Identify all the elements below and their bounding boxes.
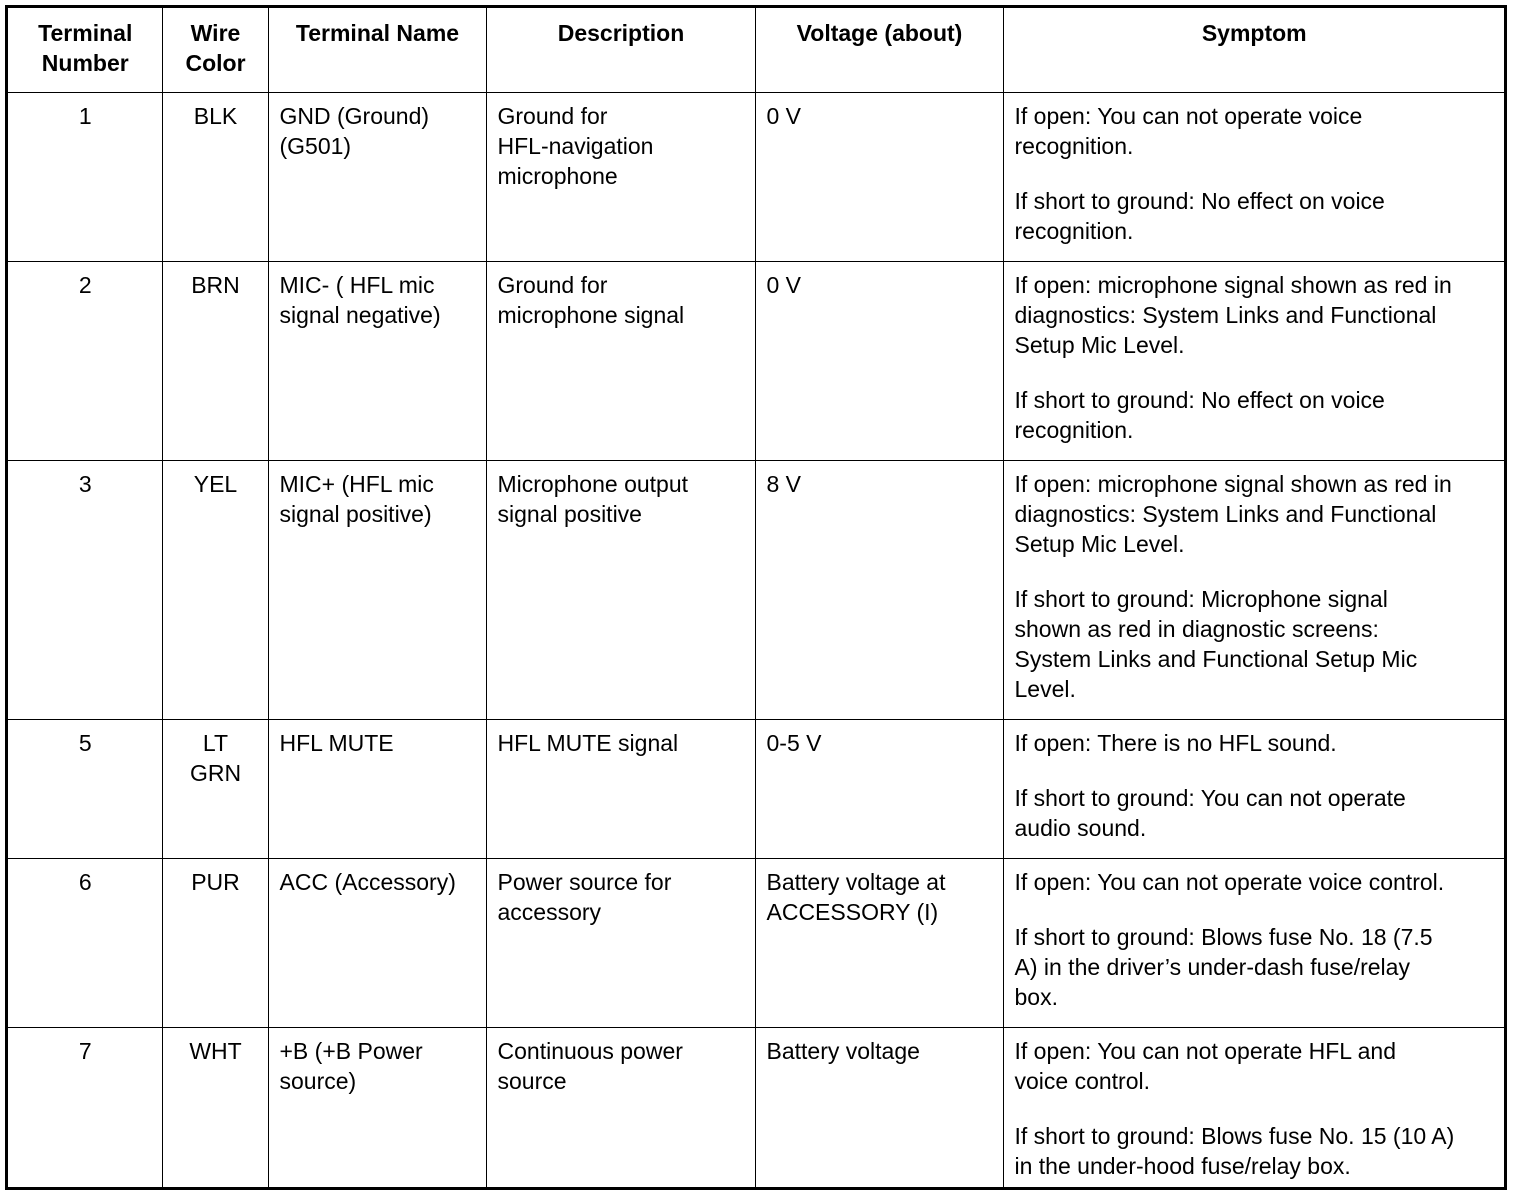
symptom-short-text: If short to ground: No effect on voice recognition. <box>1014 386 1385 443</box>
symptom-cell <box>1003 858 1504 1027</box>
description-cell: Power source for accessory <box>486 858 755 1027</box>
terminal-number-cell: 7 <box>8 1027 162 1189</box>
table-row <box>8 261 1504 460</box>
header-description: Description <box>486 8 755 92</box>
terminal-name-cell: ACC (Accessory) <box>268 858 486 1027</box>
table-row <box>8 1027 1504 1189</box>
symptom-short-text: If short to ground: You can not operate audio sound. <box>1014 784 1406 841</box>
terminal-table <box>8 8 1504 1189</box>
terminal-name-cell: +B (+B Power source) <box>268 1027 486 1189</box>
header-terminal-name: Terminal Name <box>268 8 486 92</box>
terminal-name-cell: GND (Ground) (G501) <box>268 92 486 261</box>
symptom-open-text: If open: microphone signal shown as red in diagnostics: System Links and Functional Setup Mic Level. <box>1014 470 1452 557</box>
wire-color-cell: YEL <box>162 460 268 719</box>
description-cell: Ground for microphone signal <box>486 261 755 460</box>
table-header-row <box>8 8 1504 92</box>
symptom-open-text: If open: microphone signal shown as red in diagnostics: System Links and Functional Setup Mic Level. <box>1014 271 1452 358</box>
symptom-short-text: If short to ground: No effect on voice recognition. <box>1014 187 1385 244</box>
table-row <box>8 858 1504 1027</box>
symptom-open-text: If open: There is no HFL sound. <box>1014 729 1337 756</box>
terminal-name-cell: MIC+ (HFL mic signal positive) <box>268 460 486 719</box>
symptom-open-text: If open: You can not operate voice control. <box>1014 868 1445 895</box>
header-voltage: Voltage (about) <box>755 8 1003 92</box>
description-cell: Continuous power source <box>486 1027 755 1189</box>
wire-color-cell: BLK <box>162 92 268 261</box>
voltage-cell: Battery voltage at ACCESSORY (I) <box>755 858 1003 1027</box>
wire-color-cell: LT GRN <box>162 719 268 858</box>
symptom-short-text: If short to ground: Blows fuse No. 18 (7.5 A) in the driver’s under-dash fuse/relay box. <box>1014 923 1433 1010</box>
voltage-cell: 0-5 V <box>755 719 1003 858</box>
table-row <box>8 92 1504 261</box>
symptom-cell <box>1003 719 1504 858</box>
description-cell: Ground for HFL-navigation microphone <box>486 92 755 261</box>
voltage-cell: 0 V <box>755 92 1003 261</box>
wire-color-cell: BRN <box>162 261 268 460</box>
description-cell: Microphone output signal positive <box>486 460 755 719</box>
terminal-name-cell: MIC- ( HFL mic signal negative) <box>268 261 486 460</box>
table-row <box>8 719 1504 858</box>
terminal-table-frame <box>5 5 1507 1190</box>
terminal-number-cell: 5 <box>8 719 162 858</box>
wire-color-cell: PUR <box>162 858 268 1027</box>
terminal-number-cell: 6 <box>8 858 162 1027</box>
symptom-short-text: If short to ground: Microphone signal shown as red in diagnostic screens: System Links and Functional Setup Mic Level. <box>1014 585 1418 702</box>
symptom-cell <box>1003 261 1504 460</box>
terminal-number-cell: 1 <box>8 92 162 261</box>
table-row <box>8 460 1504 719</box>
symptom-open-text: If open: You can not operate voice recognition. <box>1014 102 1363 159</box>
wire-color-cell: WHT <box>162 1027 268 1189</box>
header-symptom: Symptom <box>1003 8 1504 92</box>
symptom-cell <box>1003 1027 1504 1189</box>
symptom-open-text: If open: You can not operate HFL and voice control. <box>1014 1037 1396 1094</box>
header-wire-color: Wire Color <box>162 8 268 92</box>
terminal-name-cell: HFL MUTE <box>268 719 486 858</box>
symptom-short-text: If short to ground: Blows fuse No. 15 (10 A) in the under-hood fuse/relay box. <box>1014 1122 1455 1179</box>
header-terminal-number: Terminal Number <box>8 8 162 92</box>
symptom-cell <box>1003 460 1504 719</box>
terminal-number-cell: 2 <box>8 261 162 460</box>
voltage-cell: Battery voltage <box>755 1027 1003 1189</box>
voltage-cell: 0 V <box>755 261 1003 460</box>
description-cell: HFL MUTE signal <box>486 719 755 858</box>
terminal-number-cell: 3 <box>8 460 162 719</box>
symptom-cell <box>1003 92 1504 261</box>
voltage-cell: 8 V <box>755 460 1003 719</box>
